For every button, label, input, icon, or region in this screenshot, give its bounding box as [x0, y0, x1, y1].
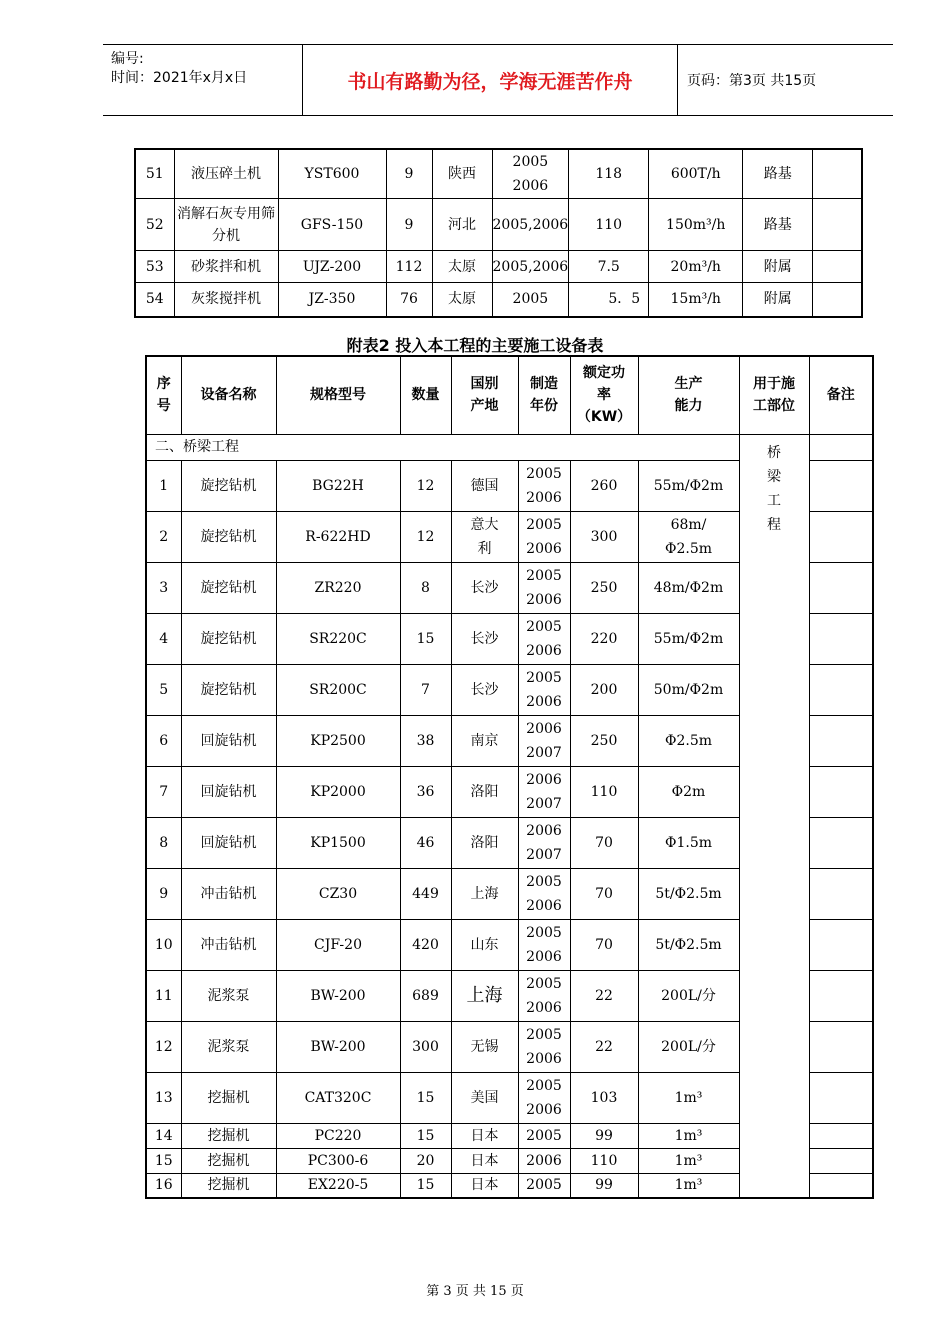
row-model: EX220-5 [276, 1173, 400, 1198]
row-qty: 15 [400, 1173, 451, 1198]
row-model: ZR220 [276, 562, 400, 613]
row-year: 2005 2006 [518, 868, 570, 919]
row-no: 4 [146, 613, 181, 664]
main-equipment-table [145, 355, 874, 1199]
row-no: 53 [135, 251, 174, 283]
row-qty: 300 [400, 1021, 451, 1072]
row-note [809, 817, 873, 868]
row-note [809, 460, 873, 511]
header-meta [103, 45, 303, 115]
row-no: 52 [135, 199, 174, 251]
header-slogan: 书山有路勤为径，学海无涯苦作舟 [303, 45, 678, 115]
row-name: 挖掘机 [181, 1173, 276, 1198]
header-model: 规格型号 [276, 356, 400, 434]
row-capacity: 1m³ [638, 1173, 739, 1198]
row-year: 2005 [492, 283, 569, 317]
row-capacity: 5t/Φ2.5m [638, 919, 739, 970]
row-name: 回旋钻机 [181, 715, 276, 766]
row-year: 2005 2006 [518, 970, 570, 1021]
row-year: 2006 2007 [518, 817, 570, 868]
row-power: 110 [570, 766, 638, 817]
row-no: 3 [146, 562, 181, 613]
row-origin: 无锡 [451, 1021, 518, 1072]
row-year: 2005,2006 [492, 199, 569, 251]
row-name: 回旋钻机 [181, 766, 276, 817]
row-capacity: 55m/Φ2m [638, 460, 739, 511]
row-origin: 日本 [451, 1173, 518, 1198]
row-name: 灰浆搅拌机 [174, 283, 278, 317]
row-qty: 12 [400, 511, 451, 562]
row-power: 7.5 [569, 251, 649, 283]
row-qty: 15 [400, 1123, 451, 1148]
row-part: 路基 [743, 149, 813, 199]
row-qty: 449 [400, 868, 451, 919]
row-note [809, 1173, 873, 1198]
row-model: BG22H [276, 460, 400, 511]
row-model: BW-200 [276, 970, 400, 1021]
row-power: 22 [570, 1021, 638, 1072]
row-power: 110 [570, 1148, 638, 1173]
row-qty: 46 [400, 817, 451, 868]
row-year: 2005 [518, 1173, 570, 1198]
row-origin: 长沙 [451, 613, 518, 664]
row-capacity: 5t/Φ2.5m [638, 868, 739, 919]
row-qty: 8 [400, 562, 451, 613]
header-year: 制造 年份 [518, 356, 570, 434]
header-power: 额定功 率 （KW） [570, 356, 638, 434]
row-qty: 7 [400, 664, 451, 715]
table-caption: 附表2 投入本工程的主要施工设备表 [346, 336, 604, 355]
header-capacity: 生产 能力 [638, 356, 739, 434]
row-year: 2005 2006 [518, 562, 570, 613]
row-model: CZ30 [276, 868, 400, 919]
row-no: 13 [146, 1072, 181, 1123]
row-note [809, 1021, 873, 1072]
row-name: 冲击钻机 [181, 868, 276, 919]
row-power: 99 [570, 1123, 638, 1148]
row-origin: 日本 [451, 1148, 518, 1173]
header-row [146, 356, 873, 434]
table-row [135, 199, 862, 251]
row-note [813, 199, 862, 251]
row-year: 2005 2006 [518, 511, 570, 562]
row-model: KP1500 [276, 817, 400, 868]
row-no: 51 [135, 149, 174, 199]
row-power: 70 [570, 868, 638, 919]
row-name: 砂浆拌和机 [174, 251, 278, 283]
row-no: 6 [146, 715, 181, 766]
row-power: 118 [569, 149, 649, 199]
row-power: 220 [570, 613, 638, 664]
row-name: 泥浆泵 [181, 1021, 276, 1072]
row-name: 冲击钻机 [181, 919, 276, 970]
row-qty: 9 [386, 149, 432, 199]
row-note [809, 434, 873, 460]
row-power: 99 [570, 1173, 638, 1198]
header-no: 序 号 [146, 356, 181, 434]
header-qty: 数量 [400, 356, 451, 434]
number-label: 编号: [111, 51, 144, 67]
row-origin: 山东 [451, 919, 518, 970]
row-model: YST600 [278, 149, 386, 199]
row-part: 附属 [743, 251, 813, 283]
row-origin: 洛阳 [451, 766, 518, 817]
row-note [809, 664, 873, 715]
row-power: 250 [570, 715, 638, 766]
row-note [809, 511, 873, 562]
row-capacity: 1m³ [638, 1072, 739, 1123]
row-year: 2005 2006 [518, 1021, 570, 1072]
row-name: 挖掘机 [181, 1123, 276, 1148]
row-no: 9 [146, 868, 181, 919]
row-year: 2005 [518, 1123, 570, 1148]
section-row [146, 434, 873, 460]
row-model: BW-200 [276, 1021, 400, 1072]
row-part: 附属 [743, 283, 813, 317]
part-label: 桥 梁 工 程 [739, 434, 809, 1198]
row-model: KP2500 [276, 715, 400, 766]
row-model: PC300-6 [276, 1148, 400, 1173]
row-part: 路基 [743, 199, 813, 251]
row-model: R-622HD [276, 511, 400, 562]
row-origin: 长沙 [451, 562, 518, 613]
row-capacity: 1m³ [638, 1148, 739, 1173]
row-model: SR200C [276, 664, 400, 715]
row-name: 回旋钻机 [181, 817, 276, 868]
section-label: 二、桥梁工程 [146, 434, 739, 460]
row-capacity: 68m/ Φ2.5m [638, 511, 739, 562]
row-capacity: Φ2.5m [638, 715, 739, 766]
row-qty: 112 [386, 251, 432, 283]
header-part: 用于施 工部位 [739, 356, 809, 434]
row-name: 旋挖钻机 [181, 460, 276, 511]
row-origin: 河北 [432, 199, 492, 251]
row-capacity: 20m³/h [649, 251, 743, 283]
row-year: 2006 [518, 1148, 570, 1173]
row-qty: 15 [400, 1072, 451, 1123]
row-origin: 南京 [451, 715, 518, 766]
row-year: 2006 2007 [518, 766, 570, 817]
row-name: 液压碎土机 [174, 149, 278, 199]
row-no: 10 [146, 919, 181, 970]
row-origin: 上海 [451, 970, 518, 1021]
row-model: SR220C [276, 613, 400, 664]
row-qty: 9 [386, 199, 432, 251]
row-origin: 德国 [451, 460, 518, 511]
row-origin: 意大 利 [451, 511, 518, 562]
row-qty: 20 [400, 1148, 451, 1173]
row-capacity: Φ1.5m [638, 817, 739, 868]
header-note: 备注 [809, 356, 873, 434]
row-origin: 太原 [432, 251, 492, 283]
page-header [103, 44, 893, 116]
row-year: 2005,2006 [492, 251, 569, 283]
row-capacity: 48m/Φ2m [638, 562, 739, 613]
row-capacity: 55m/Φ2m [638, 613, 739, 664]
row-year: 2005 2006 [518, 1072, 570, 1123]
row-origin: 太原 [432, 283, 492, 317]
row-no: 54 [135, 283, 174, 317]
row-name: 旋挖钻机 [181, 664, 276, 715]
row-power: 5．5 [569, 283, 649, 317]
row-note [813, 283, 862, 317]
row-model: CAT320C [276, 1072, 400, 1123]
row-year: 2005 2006 [492, 149, 569, 199]
row-origin: 美国 [451, 1072, 518, 1123]
row-origin: 长沙 [451, 664, 518, 715]
row-note [813, 251, 862, 283]
row-capacity: 150m³/h [649, 199, 743, 251]
header-page-info: 页码：第3页 共15页 [687, 73, 817, 89]
row-year: 2005 2006 [518, 613, 570, 664]
row-model: PC220 [276, 1123, 400, 1148]
row-origin: 陕西 [432, 149, 492, 199]
row-no: 11 [146, 970, 181, 1021]
row-qty: 76 [386, 283, 432, 317]
row-no: 1 [146, 460, 181, 511]
row-note [813, 149, 862, 199]
row-qty: 38 [400, 715, 451, 766]
row-power: 300 [570, 511, 638, 562]
row-no: 7 [146, 766, 181, 817]
table-row [135, 149, 862, 199]
row-origin: 日本 [451, 1123, 518, 1148]
row-note [809, 1123, 873, 1148]
row-no: 16 [146, 1173, 181, 1198]
row-note [809, 766, 873, 817]
row-capacity: 1m³ [638, 1123, 739, 1148]
row-model: JZ-350 [278, 283, 386, 317]
row-power: 110 [569, 199, 649, 251]
row-name: 挖掘机 [181, 1072, 276, 1123]
equipment-table-continued [134, 148, 863, 318]
row-model: UJZ-200 [278, 251, 386, 283]
row-power: 22 [570, 970, 638, 1021]
row-qty: 12 [400, 460, 451, 511]
row-power: 103 [570, 1072, 638, 1123]
row-power: 250 [570, 562, 638, 613]
row-no: 5 [146, 664, 181, 715]
row-model: KP2000 [276, 766, 400, 817]
table-row [135, 251, 862, 283]
row-power: 260 [570, 460, 638, 511]
row-qty: 36 [400, 766, 451, 817]
row-power: 200 [570, 664, 638, 715]
row-note [809, 919, 873, 970]
row-note [809, 1072, 873, 1123]
row-capacity: Φ2m [638, 766, 739, 817]
row-no: 8 [146, 817, 181, 868]
time-label: 时间：2021年x月x日 [111, 70, 248, 86]
row-note [809, 562, 873, 613]
row-qty: 420 [400, 919, 451, 970]
row-note [809, 868, 873, 919]
row-name: 旋挖钻机 [181, 511, 276, 562]
row-year: 2005 2006 [518, 664, 570, 715]
row-no: 14 [146, 1123, 181, 1148]
table-row [135, 283, 862, 317]
row-capacity: 15m³/h [649, 283, 743, 317]
row-qty: 689 [400, 970, 451, 1021]
row-year: 2005 2006 [518, 460, 570, 511]
row-capacity: 200L/分 [638, 970, 739, 1021]
row-note [809, 970, 873, 1021]
row-no: 12 [146, 1021, 181, 1072]
row-note [809, 715, 873, 766]
row-name: 泥浆泵 [181, 970, 276, 1021]
row-origin: 上海 [451, 868, 518, 919]
page-footer: 第 3 页 共 15 页 [426, 1284, 524, 1299]
row-name: 旋挖钻机 [181, 562, 276, 613]
header-name: 设备名称 [181, 356, 276, 434]
row-name: 旋挖钻机 [181, 613, 276, 664]
row-origin: 洛阳 [451, 817, 518, 868]
row-power: 70 [570, 817, 638, 868]
row-capacity: 50m/Φ2m [638, 664, 739, 715]
row-year: 2005 2006 [518, 919, 570, 970]
row-model: GFS-150 [278, 199, 386, 251]
row-power: 70 [570, 919, 638, 970]
row-name: 挖掘机 [181, 1148, 276, 1173]
row-capacity: 600T/h [649, 149, 743, 199]
header-origin: 国别 产地 [451, 356, 518, 434]
row-capacity: 200L/分 [638, 1021, 739, 1072]
row-year: 2006 2007 [518, 715, 570, 766]
row-note [809, 613, 873, 664]
row-qty: 15 [400, 613, 451, 664]
row-note [809, 1148, 873, 1173]
row-no: 2 [146, 511, 181, 562]
row-name: 消解石灰专用筛分机 [174, 199, 278, 251]
row-no: 15 [146, 1148, 181, 1173]
row-model: CJF-20 [276, 919, 400, 970]
